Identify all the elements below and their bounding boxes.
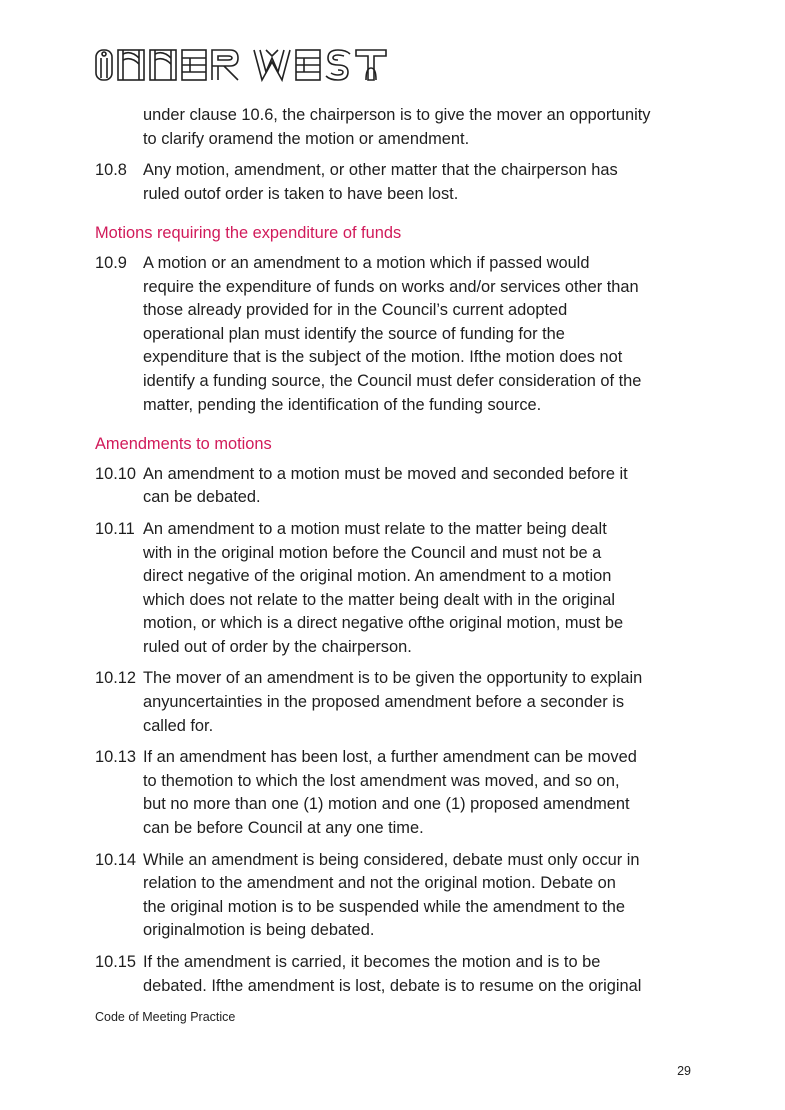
clause-10-13 [95,746,695,840]
clause-number: 10.10 [95,464,137,483]
clause-text: If the amendment is carried, it becomes the motion and is to be debated. Ifthe amendment is lost, debate is to resume on the original [143,953,642,995]
clause-number: 10.14 [95,850,137,869]
footer-document-title: Code of Meeting Practice [95,1010,236,1024]
clause-text: The mover of an amendment is to be given the opportunity to explain anyuncertainties in the proposed amendment before a seconder is called for. [143,669,643,735]
logo-letter-e1 [182,50,206,80]
clause-10-9 [95,252,695,417]
inner-west-logo [94,44,390,84]
clause-number: 10.12 [95,669,137,688]
logo-letter-w [254,50,290,80]
clause-number: 10.8 [95,161,127,180]
clause-number: 10.13 [95,748,137,767]
clause-text: Any motion, amendment, or other matter that the chairperson has ruled outof order is taken to have been lost. [143,161,618,203]
logo-letter-n1 [118,50,144,80]
clause-number: 10.9 [95,253,127,272]
logo-letter-i [96,50,112,80]
logo-letter-t [356,50,386,80]
section-heading-funds: Motions requiring the expenditure of funds [95,224,402,243]
clause-10-8 [95,159,695,206]
clause-text: An amendment to a motion must be moved and seconded before it can be debated. [143,464,628,507]
clause-number: 10.15 [95,953,137,971]
clause-10-15 [95,951,695,998]
clause-text: A motion or an amendment to a motion which if passed would require the expenditure of funds on works and/or services other than those already provided for in the Council’s current adopted operational plan must identify the source of funding for the expenditure that is the subject of the motion. Ifthe motion does not identify a funding source, the Council must defer consideration of the matter, pending the identification of the funding source. [143,253,642,414]
clause-10-11 [95,518,695,660]
clause-10-10 [95,463,695,510]
section-heading-amendments: Amendments to motions [95,435,272,454]
clause-10-14 [95,849,695,943]
clause-text: While an amendment is being considered, debate must only occur in relation to the amendment and not the original motion. Debate on the original motion is to be suspended while the amendment to the originalmotion is being debated. [143,850,640,940]
logo-letter-s [326,50,350,80]
document-body [95,104,695,1006]
page-number: 29 [677,1064,691,1078]
clause-10-12 [95,667,695,738]
clause-number: 10.11 [95,519,135,538]
continuation-text: under clause 10.6, the chairperson is to give the mover an opportunity to clarify oramend the motion or amendment. [143,106,651,148]
clause-text: An amendment to a motion must relate to the matter being dealt with in the original motion before the Council and must not be a direct negative of the original motion. An amendment to a motion which does not relate to the matter being dealt with in the original motion, or which is a direct negative ofthe original motion, must be ruled out of order by the chairperson. [143,519,624,656]
clause-text: If an amendment has been lost, a further amendment can be moved to themotion to which the lost amendment was moved, and so on, but no more than one (1) motion and one (1) proposed amendment can be before Council at any one time. [143,748,637,838]
logo-letter-e2 [296,50,320,80]
logo-letter-r [212,50,238,80]
logo-letter-n2 [150,50,176,80]
